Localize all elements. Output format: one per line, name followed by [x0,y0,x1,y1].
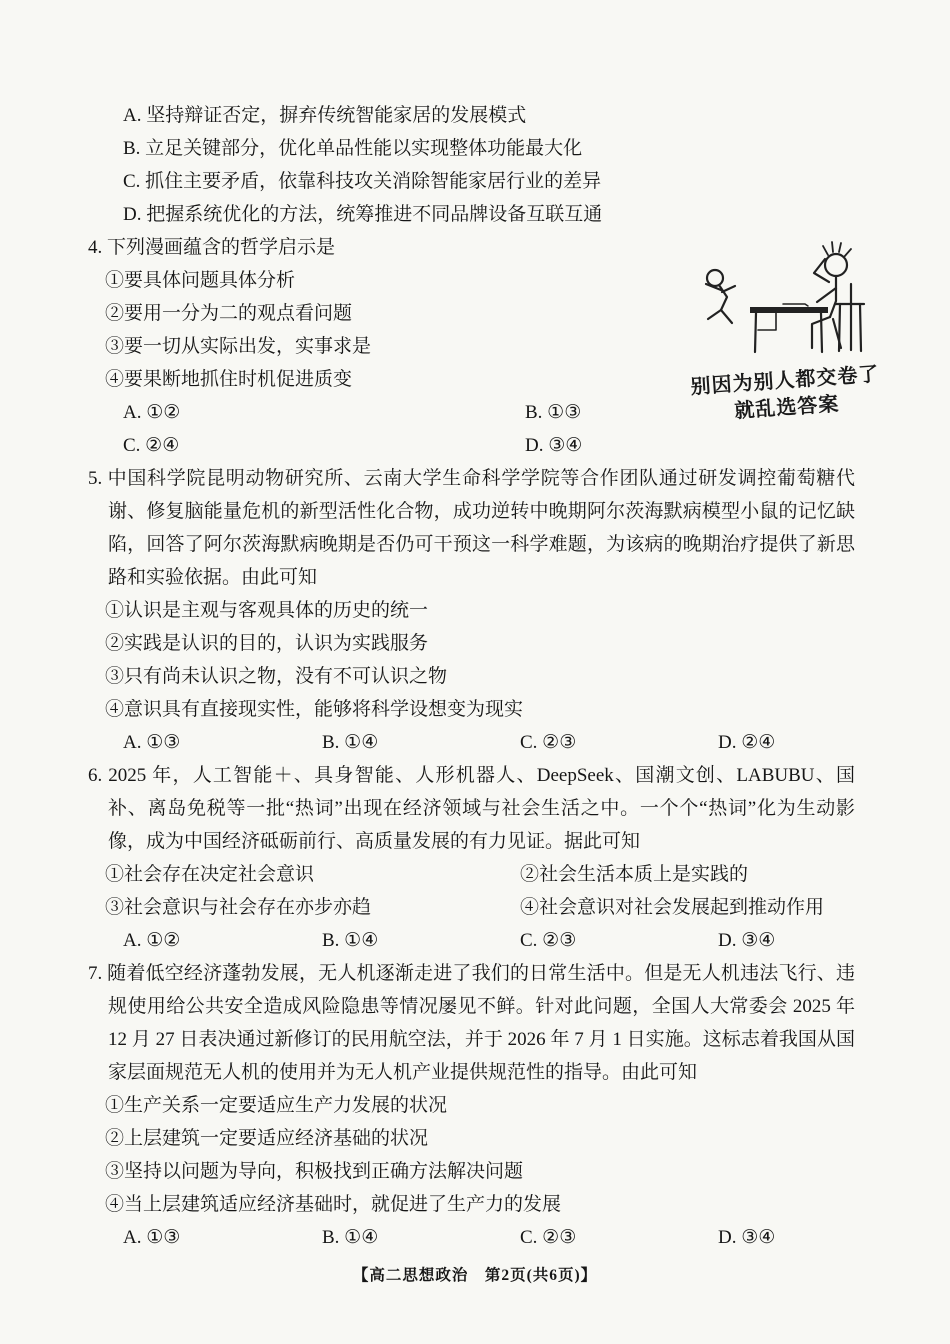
q7-choice-c: C. ②③ [520,1227,577,1248]
q5-item-3: ③只有尚未认识之物，没有不可认识之物 [105,666,448,687]
q7-item-4: ④当上层建筑适应经济基础时，就促进了生产力的发展 [105,1194,562,1215]
q7-item-2: ②上层建筑一定要适应经济基础的状况 [105,1128,429,1149]
q7-choices-row [123,1221,855,1254]
q5-choice-c: C. ②③ [520,732,577,753]
question-5-stem: 5. 中国科学院昆明动物研究所、云南大学生命科学学院等合作团队通过研发调控葡萄糖代谢、修复脑能量危机的新型活性化合物，成功逆转中晚期阿尔茨海默病模型小鼠的记忆缺陷，回答了阿尔茨海默病晚期是否仍可干预这一科学难题，为该病的晚期治疗提供了新思路和实验依据。由此可知 [88,468,855,588]
q6-item-4: ④社会意识对社会发展起到推动作用 [520,897,825,918]
cartoon-caption-line-1: 别因为别人都交卷了 [689,363,881,399]
q6-items-row-2 [105,891,855,924]
q4-item-2: ②要用一分为二的观点看问题 [105,303,353,324]
q5-choices-row [123,726,855,759]
q4-choices-row-2 [123,429,855,462]
q6-item-3: ③社会意识与社会存在亦步亦趋 [105,897,372,918]
question-4-stem: 4. 下列漫画蕴含的哲学启示是 [88,237,336,258]
q6-choice-c: C. ②③ [520,930,577,951]
question-6-stem: 6. 2025 年，人工智能＋、具身智能、人形机器人、DeepSeek、国潮文创、LABUBU、国补、离岛免税等一批“热词”出现在经济领域与社会生活之中。一个个“热词”化为生动影像，成为中国经济砥砺前行、高质量发展的有力见证。据此可知 [88,765,855,852]
q3-option-d: D. 把握系统优化的方法，统筹推进不同品牌设备互联互通 [123,204,603,225]
q5-item-2: ②实践是认识的目的，认识为实践服务 [105,633,429,654]
q5-item-4: ④意识具有直接现实性，能够将科学设想变为现实 [105,699,524,720]
q6-item-2: ②社会生活本质上是实践的 [520,864,749,885]
q4-item-4: ④要果断地抓住时机促进质变 [105,369,353,390]
q4-cartoon [686,238,886,422]
q6-items-row-1 [105,858,855,891]
q6-choice-b: B. ①④ [322,930,379,951]
q5-item-1: ①认识是主观与客观具体的历史的统一 [105,600,429,621]
q4-choice-a: A. ①② [123,402,181,423]
question-7 [88,957,855,1254]
q6-choices-row [123,924,855,957]
q7-choice-b: B. ①④ [322,1227,379,1248]
cartoon-caption [684,361,887,429]
question-7-stem: 7. 随着低空经济蓬勃发展，无人机逐渐走进了我们的日常生活中。但是无人机违法飞行、违规使用给公共安全造成风险隐患等情况屡见不鲜。针对此问题，全国人大常委会 2025 年 12 月 27 日表决通过新修订的民用航空法，并于 2026 年 7 月 1 日实施。这标志着我国从国家层面规范无人机的使用并为无人机产业提供规范性的指导。由此可知 [88,963,855,1083]
q5-choice-a: A. ①③ [123,732,181,753]
q3-option-a: A. 坚持辩证否定，摒弃传统智能家居的发展模式 [123,105,527,126]
question-5 [88,462,855,759]
q6-item-1: ①社会存在决定社会意识 [105,864,315,885]
page-footer: 【高二思想政治 第2页(共6页)】 [352,1267,598,1284]
q6-choice-d: D. ③④ [718,930,776,951]
question-3-options [88,99,855,231]
q5-choice-b: B. ①④ [322,732,379,753]
q3-option-c: C. 抓住主要矛盾，依靠科技攻关消除智能家居行业的差异 [123,171,602,192]
q6-choice-a: A. ①② [123,930,181,951]
q4-item-1: ①要具体问题具体分析 [105,270,296,291]
q5-choice-d: D. ②④ [718,732,776,753]
q3-option-b: B. 立足关键部分，优化单品性能以实现整体功能最大化 [123,138,583,159]
q7-item-3: ③坚持以问题为导向，积极找到正确方法解决问题 [105,1161,524,1182]
q7-item-1: ①生产关系一定要适应生产力发展的状况 [105,1095,448,1116]
q7-choice-a: A. ①③ [123,1227,181,1248]
cartoon-student-at-desk-illustration [688,238,884,366]
q4-item-3: ③要一切从实际出发，实事求是 [105,336,372,357]
q7-choice-d: D. ③④ [718,1227,776,1248]
q4-choice-d: D. ③④ [525,435,583,456]
cartoon-caption-line-2: 就乱选答案 [733,393,841,423]
q4-choice-c: C. ②④ [123,435,180,456]
question-6 [88,759,855,957]
q4-choice-b: B. ①③ [525,402,582,423]
